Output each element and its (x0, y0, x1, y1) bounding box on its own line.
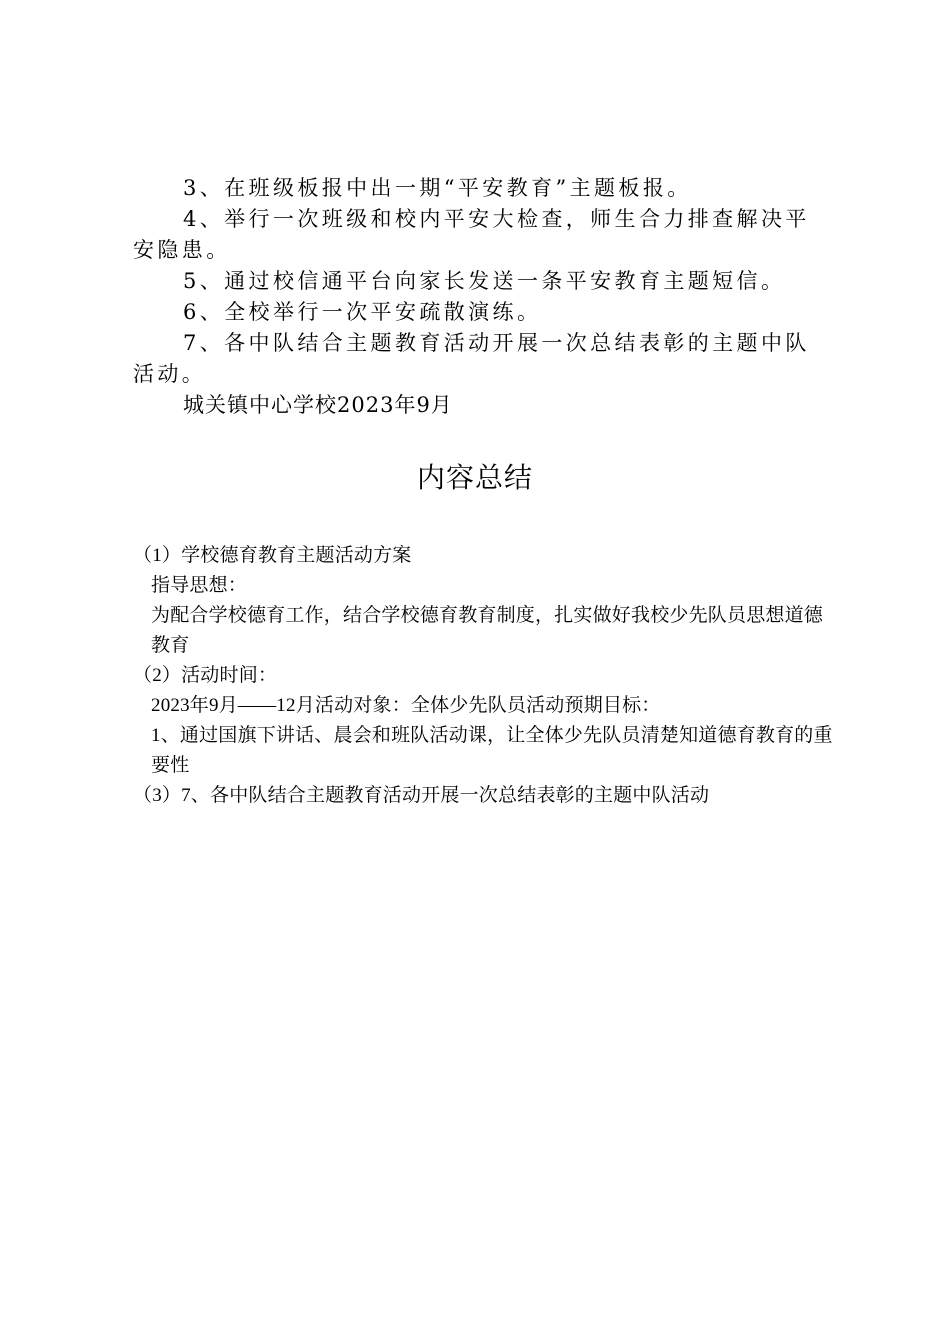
body-paragraph-7: 7、各中队结合主题教育活动开展一次总结表彰的主题中队活动。 (133, 331, 810, 386)
body-section (133, 173, 823, 421)
summary-line-activity: （3）7、各中队结合主题教育活动开展一次总结表彰的主题中队活动 (133, 785, 710, 806)
summary-line-time: 2023年9月——12月活动对象：全体少先队员活动预期目标： (151, 695, 661, 716)
body-paragraph-6: 6、全校举行一次平安疏散演练。 (183, 300, 542, 324)
body-paragraph-4: 4、举行一次班级和校内平安大检查，师生合力排查解决平安隐患。 (133, 207, 810, 262)
body-paragraph-3: 3、在班级板报中出一期“平安教育”主题板报。 (183, 176, 692, 200)
summary-line-plan: （1）学校德育教育主题活动方案 (133, 545, 412, 566)
signature: 城关镇中心学校2023年9月 (183, 393, 453, 417)
body-paragraph-5: 5、通过校信通平台向家长发送一条平安教育主题短信。 (183, 269, 786, 293)
summary-line-guideline: 为配合学校德育工作，结合学校德育教育制度，扎实做好我校少先队员思想道德教育 (151, 605, 824, 656)
summary-line-time-label: （2）活动时间： (133, 665, 278, 686)
summary-title: 内容总结 (416, 461, 533, 494)
summary-section (133, 541, 833, 811)
summary-line-goal: 1、通过国旗下讲话、晨会和班队活动课，让全体少先队员清楚知道德育教育的重要性 (151, 725, 833, 776)
summary-line-guideline-label: 指导思想： (151, 575, 248, 596)
